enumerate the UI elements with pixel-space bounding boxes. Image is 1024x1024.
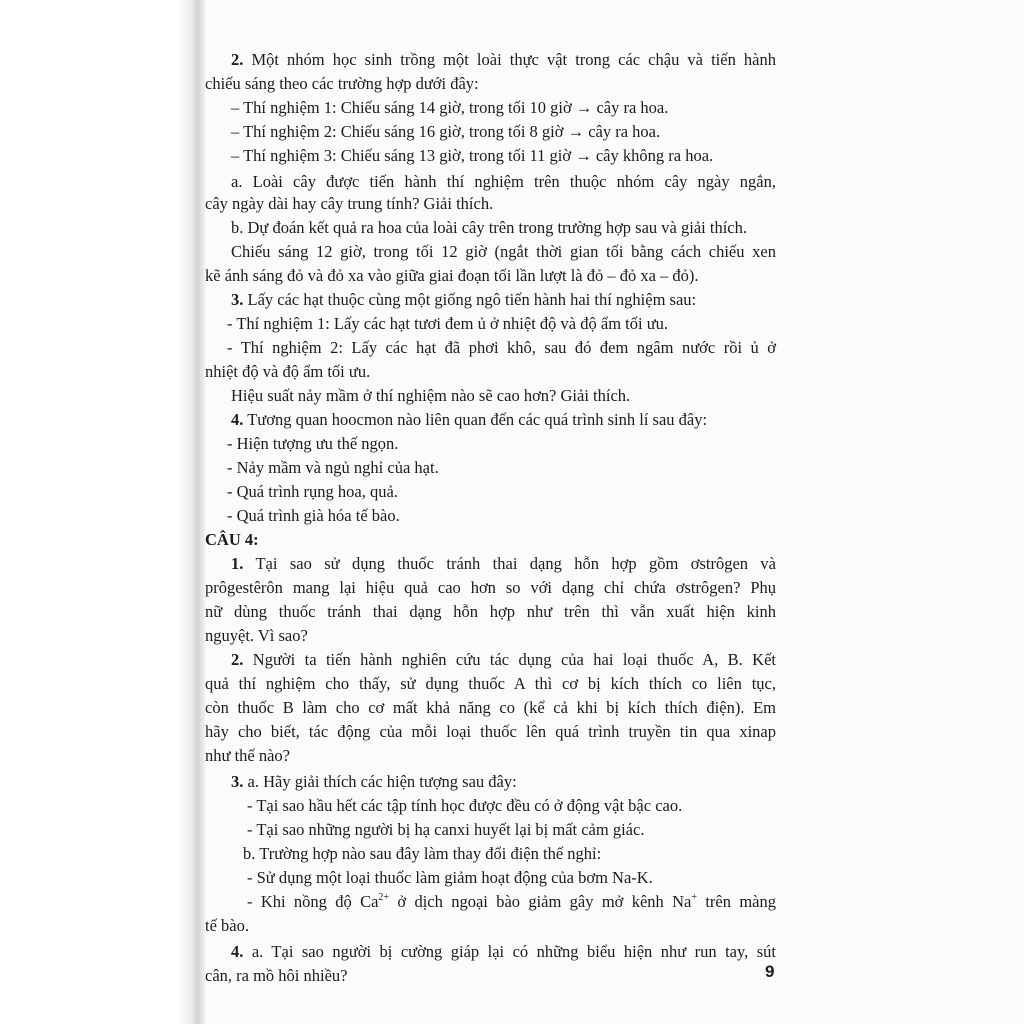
list-item: – Thí nghiệm 1: Chiếu sáng 14 giờ, trong tối 10 giờ → cây ra hoa. [231,98,669,117]
list-item: - Sử dụng một loại thuốc làm giảm hoạt động của bơm Na-K. [247,868,653,887]
section-heading-cau-4: CÂU 4: [205,530,259,549]
list-item: – Thí nghiệm 3: Chiếu sáng 13 giờ, trong tối 11 giờ → cây không ra hoa. [231,146,714,165]
text-line: hãy cho biết, tác động của mỗi loại thuốc lên quá trình truyền tin qua xinap [205,722,776,741]
list-item: – Thí nghiệm 2: Chiếu sáng 16 giờ, trong tối 8 giờ → cây ra hoa. [231,122,661,141]
text-line: như thế nào? [205,746,290,765]
q4-heading-line: 4. Tương quan hoocmon nào liên quan đến các quá trình sinh lí sau đây: [231,410,708,429]
list-item: - Hiện tượng ưu thế ngọn. [227,434,399,453]
list-item: - Tại sao những người bị hạ canxi huyết lại bị mất cảm giác. [247,820,645,839]
text-line: quả thí nghiệm cho thấy, sử dụng thuốc A thì cơ bị kích thích co liên tục, [205,674,776,693]
c4-q3-heading-line: 3. a. Hãy giải thích các hiện tượng sau đây: [231,772,517,791]
q3-heading-line: 3. Lấy các hạt thuộc cùng một giống ngô tiến hành hai thí nghiệm sau: [231,290,697,309]
c4-q4-heading-line: 4. a. Tại sao người bị cường giáp lại có những biểu hiện như run tay, sút [231,942,776,961]
text-line: nguyệt. Vì sao? [205,626,308,645]
c4-q2-heading-line: 2. Người ta tiến hành nghiên cứu tác dụng của hai loại thuốc A, B. Kết [231,650,776,669]
text-line: nữ dùng thuốc tránh thai dạng hỗn hợp như trên thì vẫn xuất hiện kinh [205,602,776,621]
list-item: - Thí nghiệm 2: Lấy các hạt đã phơi khô, sau đó đem ngâm nước rồi ủ ở [227,338,776,357]
text-line: tế bào. [205,916,249,935]
text-line: a. Loài cây được tiến hành thí nghiệm trên thuộc nhóm cây ngày ngắn, [231,172,776,191]
list-item: - Tại sao hầu hết các tập tính học được đều có ở động vật bậc cao. [247,796,683,815]
text-line: cân, ra mồ hôi nhiều? [205,966,348,985]
page-number: 9 [765,962,775,981]
text-line: Chiếu sáng 12 giờ, trong tối 12 giờ (ngắt thời gian tối bằng cách chiếu xen [231,242,776,261]
text-line: b. Dự đoán kết quả ra hoa của loài cây trên trong trường hợp sau và giải thích. [231,218,747,237]
list-item: - Quá trình già hóa tế bào. [227,506,400,525]
list-item: - Nảy mầm và ngủ nghỉ của hạt. [227,458,439,477]
list-item: - Khi nồng độ $Ca^{2+}$ ở dịch ngoại bào giảm gây mở kênh Na+ trên màng [247,892,776,911]
list-item: - Quá trình rụng hoa, quả. [227,482,398,501]
text-line: còn thuốc B làm cho cơ mất khả năng co (kể cả khi bị kích thích điện). Em [205,698,776,717]
list-item: - Thí nghiệm 1: Lấy các hạt tươi đem ủ ở nhiệt độ và độ ẩm tối ưu. [227,314,669,333]
text-line: kẽ ánh sáng đỏ và đỏ xa vào giữa giai đoạn tối lần lượt là đỏ – đỏ xa – đỏ). [205,266,699,285]
book-spine-shadow [0,0,205,1024]
text-line: b. Trường hợp nào sau đây làm thay đổi điện thế nghỉ: [243,844,602,863]
text-line: chiếu sáng theo các trường hợp dưới đây: [205,74,479,93]
text-line: nhiệt độ và độ ẩm tối ưu. [205,362,371,381]
text-line: Hiệu suất nảy mầm ở thí nghiệm nào sẽ cao hơn? Giải thích. [231,386,631,405]
text-line: cây ngày dài hay cây trung tính? Giải thích. [205,194,494,213]
text-line: prôgestêrôn mang lại hiệu quả cao hơn so với dạng chỉ chứa ơstrôgen? Phụ [205,578,776,597]
book-page [205,0,1024,1024]
c4-q1-heading-line: 1. Tại sao sử dụng thuốc tránh thai dạng hỗn hợp gồm ơstrôgen và [231,554,776,573]
q2-heading-line: 2. Một nhóm học sinh trồng một loài thực vật trong các chậu và tiến hành [231,50,776,69]
